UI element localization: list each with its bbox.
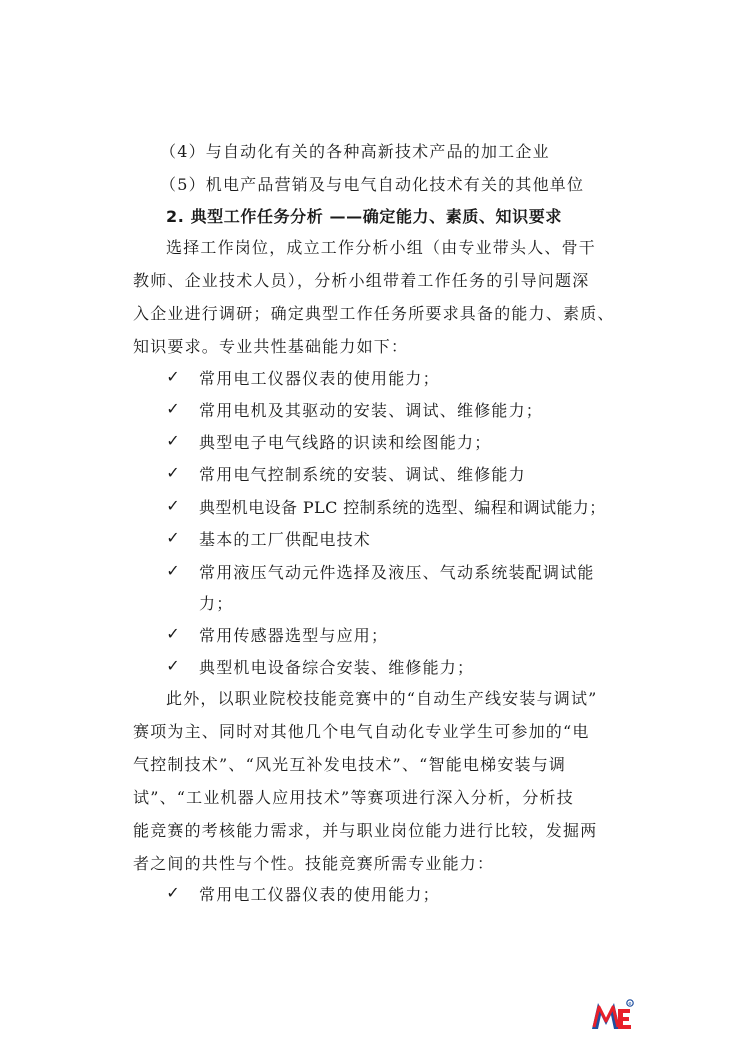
item-4: （4）与自动化有关的各种高新技术产品的加工企业 [160, 142, 550, 161]
para2-line-4: 试”、“工业机器人应用技术”等赛项进行深入分析，分析技 [133, 788, 574, 807]
check-icon: ✓ [166, 399, 180, 418]
checklist2-item-1: 常用电工仪器仪表的使用能力； [199, 885, 440, 904]
check-icon: ✓ [166, 883, 180, 902]
check-icon: ✓ [166, 561, 180, 580]
check-icon: ✓ [166, 496, 180, 515]
svg-text:e: e [628, 1001, 632, 1007]
check-icon: ✓ [166, 367, 180, 386]
check-icon: ✓ [166, 528, 180, 547]
para1-line-3: 入企业进行调研；确定典型工作任务所要求具备的能力、素质、 [133, 304, 615, 323]
checklist1-item-4: 常用电气控制系统的安装、调试、维修能力 [199, 465, 526, 484]
para2-line-6: 者之间的共性与个性。技能竞赛所需专业能力： [133, 854, 495, 873]
checklist1-item-7: 常用液压气动元件选择及液压、气动系统装配调试能 [199, 563, 595, 582]
checklist1-item-6: 基本的工厂供配电技术 [199, 530, 372, 549]
para1-line-4: 知识要求。专业共性基础能力如下： [133, 337, 409, 356]
check-icon: ✓ [166, 431, 180, 450]
para2-line-2: 赛项为主、同时对其他几个电气自动化专业学生可参加的“电 [133, 722, 590, 741]
checklist1-item-7-cont: 力； [199, 594, 234, 613]
checklist1-item-9: 典型机电设备综合安装、维修能力； [199, 658, 475, 677]
check-icon: ✓ [166, 656, 180, 675]
checklist1-item-3: 典型电子电气线路的识读和绘图能力； [199, 433, 492, 452]
para2-line-1: 此外，以职业院校技能竞赛中的“自动生产线安装与调试” [166, 689, 598, 708]
check-icon: ✓ [166, 463, 180, 482]
para2-line-3: 气控制技术”、“风光互补发电技术”、“智能电梯安装与调 [133, 755, 567, 774]
checklist1-item-5: 典型机电设备 PLC 控制系统的选型、编程和调试能力； [199, 498, 606, 517]
para2-line-5: 能竞赛的考核能力需求，并与职业岗位能力进行比较，发掘两 [133, 821, 598, 840]
checklist1-item-8: 常用传感器选型与应用； [199, 626, 389, 645]
item-5: （5）机电产品营销及与电气自动化技术有关的其他单位 [160, 175, 585, 194]
para1-line-1: 选择工作岗位，成立工作分析小组（由专业带头人、骨干 [166, 238, 597, 257]
para1-line-2: 教师、企业技术人员），分析小组带着工作任务的引导问题深 [133, 271, 590, 290]
check-icon: ✓ [166, 624, 180, 643]
section-heading: 2. 典型工作任务分析 ——确定能力、素质、知识要求 [166, 207, 562, 226]
me-logo-icon [588, 995, 636, 1035]
checklist1-item-1: 常用电工仪器仪表的使用能力； [199, 369, 440, 388]
checklist1-item-2: 常用电机及其驱动的安装、调试、维修能力； [199, 401, 544, 420]
